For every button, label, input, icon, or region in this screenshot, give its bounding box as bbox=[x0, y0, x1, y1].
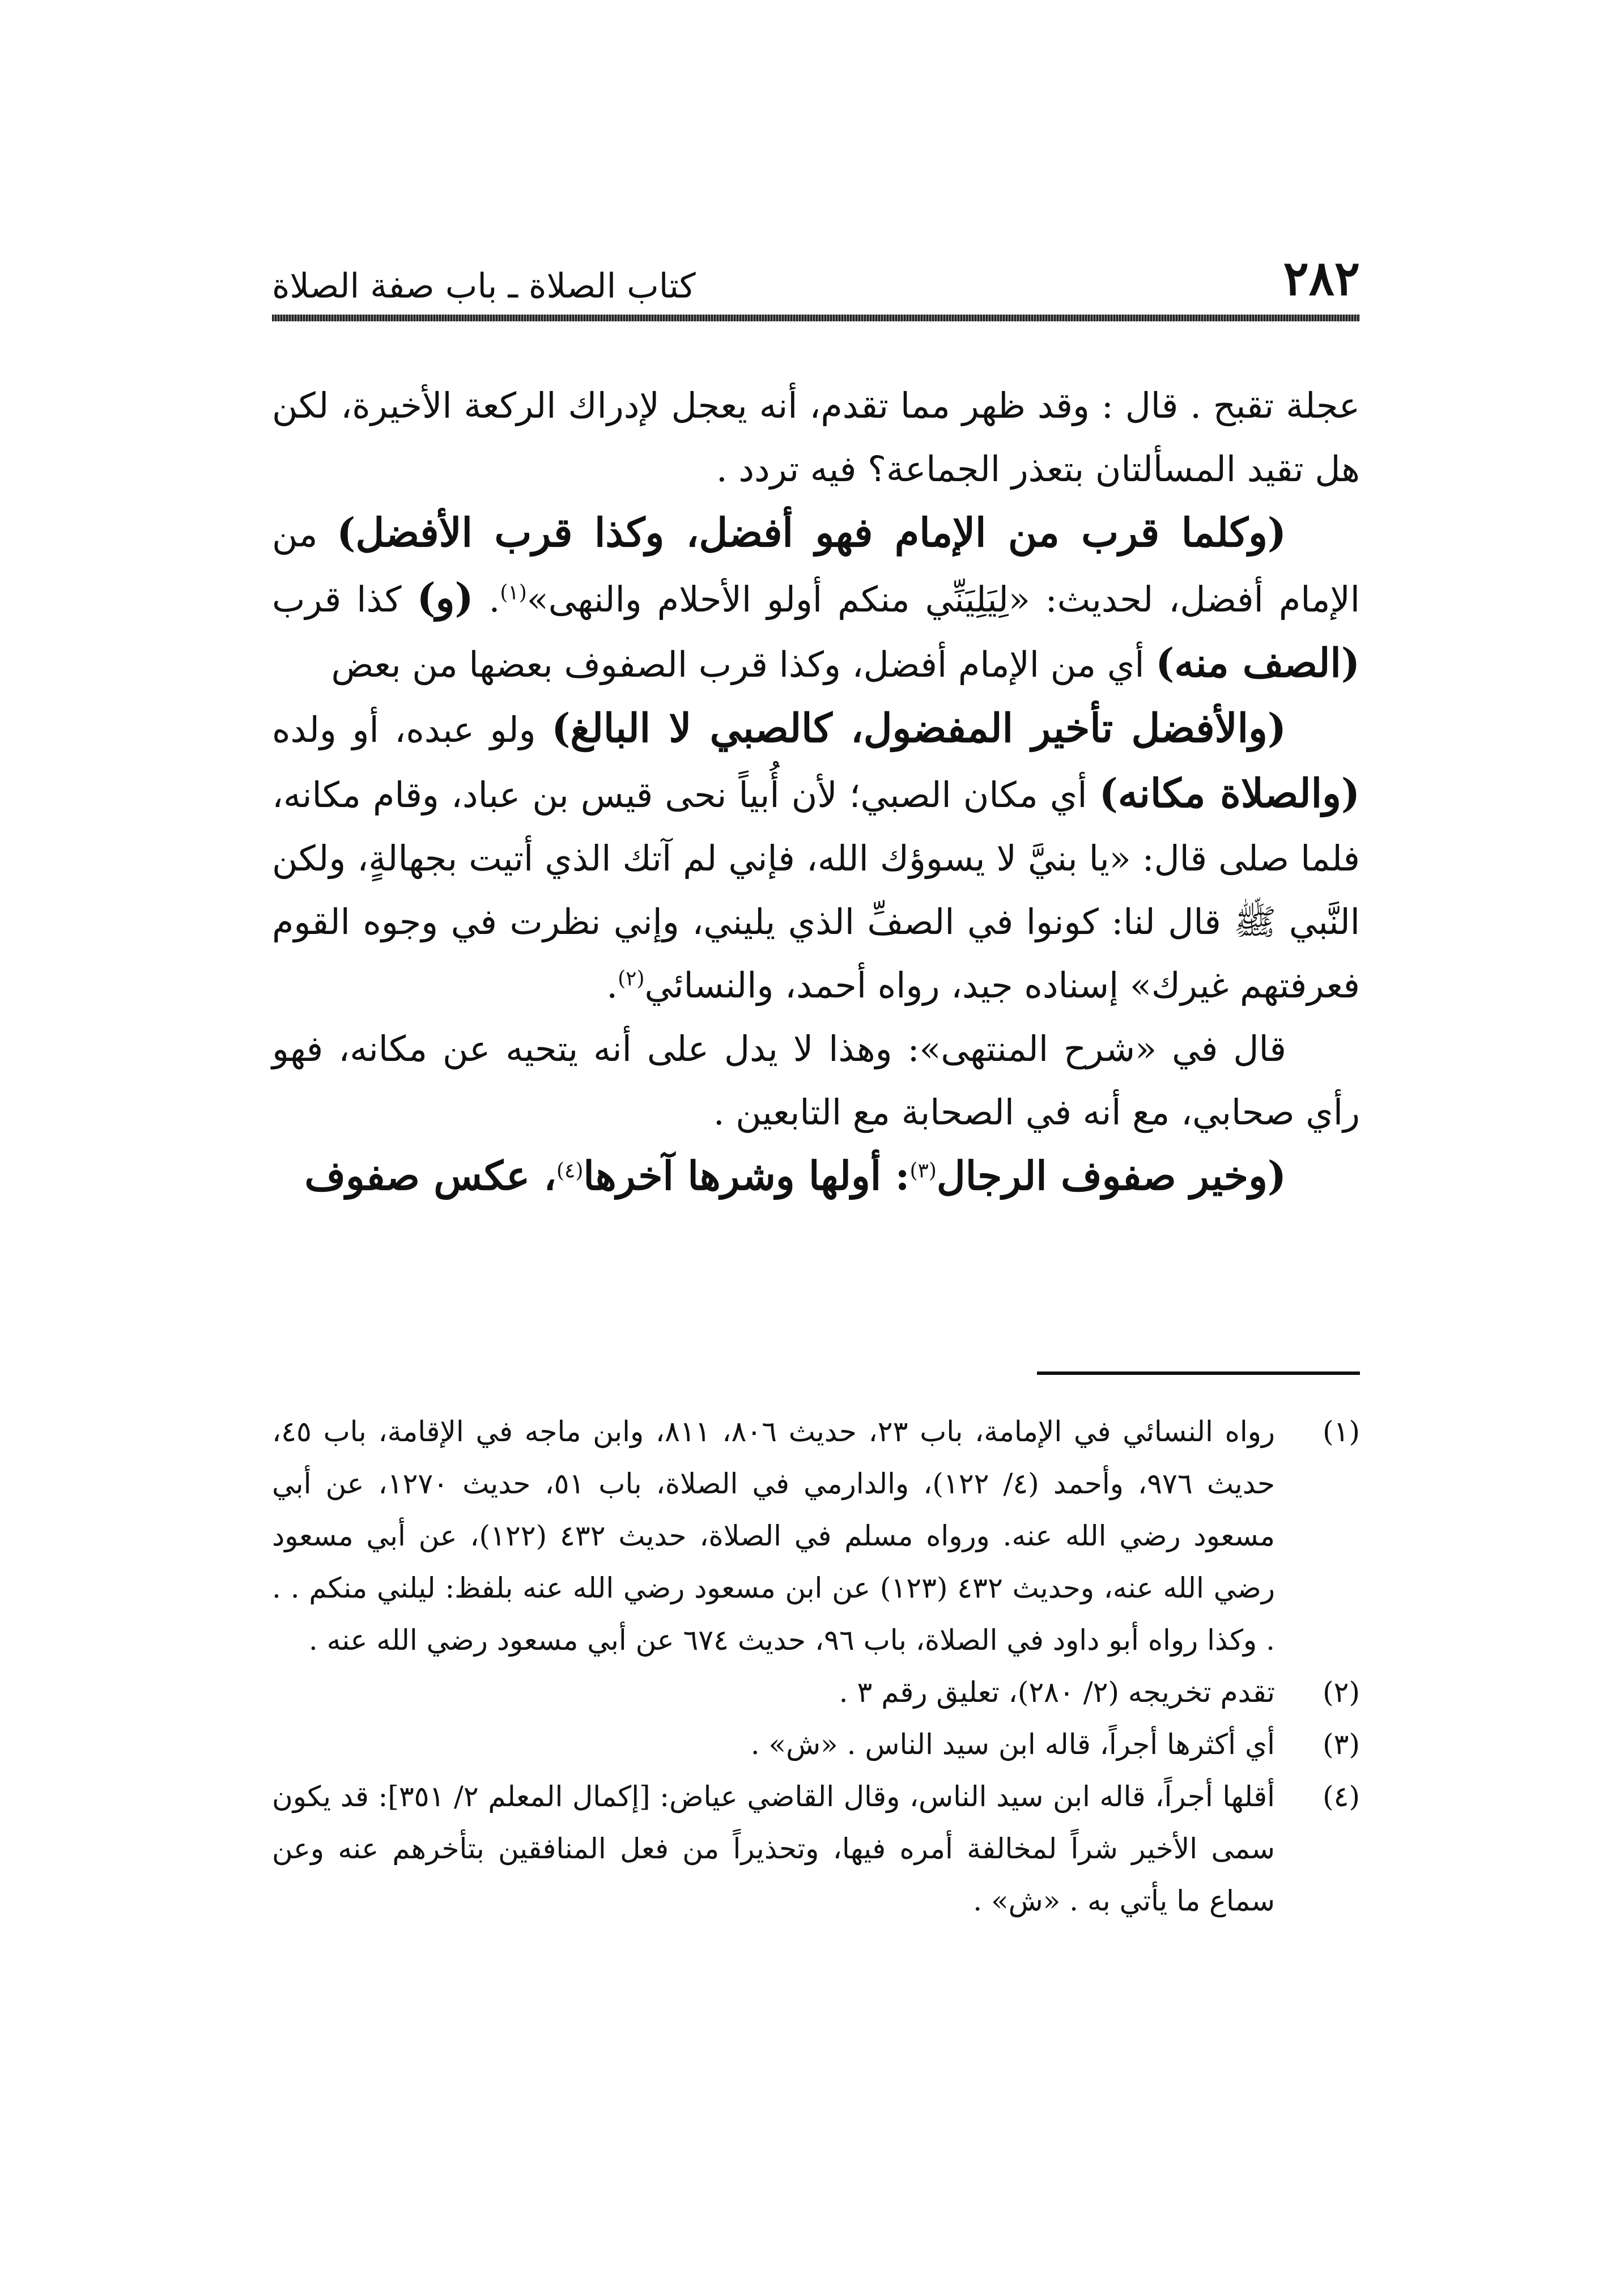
sharh-text: من الإمام أفضل، لحديث: «لِيَلِيَنِّي منكم أولو الأحلام والنهى» bbox=[272, 513, 1360, 620]
page-header bbox=[272, 238, 1360, 306]
paragraph-5 bbox=[272, 1144, 1360, 1209]
paragraph-1: عجلة تقبح . قال : وقد ظهر مما تقدم، أنه يعجل لإدراك الركعة الأخيرة، لكن هل تقيد المسألتان بتعذر الجماعة؟ فيه تردد . bbox=[272, 385, 1360, 490]
matn-text: (وخير صفوف الرجال bbox=[936, 1152, 1286, 1199]
footnote-text: أي أكثرها أجراً، قاله ابن سيد الناس . «ش» . bbox=[750, 1728, 1275, 1761]
header-divider bbox=[272, 315, 1360, 321]
paragraph-4: قال في «شرح المنتهى»: وهذا لا يدل على أنه يتحيه عن مكانه، فهو رأي صحابي، مع أنه في الصحابة مع التابعين . bbox=[272, 1028, 1360, 1133]
page-number: ٢٨٢ bbox=[1283, 250, 1360, 306]
footnote-text: أقلها أجراً، قاله ابن سيد الناس، وقال القاضي عياض: [إكمال المعلم ٢/ ٣٥١]: قد يكون سمى الأخير شراً لمخالفة أمره فيها، وتحذيراً من فعل المنافقين بتأخرهم عنه وعن سماع ما يأتي به . «ش» . bbox=[272, 1780, 1275, 1917]
sharh-text: ولو عبده، أو ولده bbox=[272, 709, 552, 750]
paragraph-2 bbox=[272, 501, 1360, 697]
matn-text: (و) bbox=[416, 574, 474, 621]
sharh-text: . bbox=[606, 965, 618, 1006]
matn-text: (وكلما قرب من الإمام فهو أفضل، وكذا قرب الأفضل) bbox=[337, 509, 1286, 556]
paragraph-3 bbox=[272, 697, 1360, 1017]
footnote-number: (١) bbox=[1323, 1415, 1360, 1448]
sharh-text: أي مكان الصبي؛ لأن أُبياً نحى قيس بن عباد، وقام مكانه، فلما صلى قال: «يا بنيَّ لا يسوؤك الله، فإني لم آتك الذي أتيت بجهالةٍ، ولكن النَّبي ﷺ قال لنا: كونوا في الصفِّ الذي يليني، وإني نظرت في وجوه القوم فعرفتهم غيرك» إسناده جيد، رواه أحمد، والنسائي bbox=[272, 774, 1360, 1006]
footnote-ref: (٤) bbox=[556, 1159, 584, 1183]
matn-text: (والصلاة مكانه) bbox=[1099, 770, 1361, 817]
footnote bbox=[272, 1405, 1360, 1666]
main-text bbox=[272, 374, 1360, 1209]
footnote-ref: (١) bbox=[500, 581, 527, 605]
matn-text: (والأفضل تأخير المفضول، كالصبي لا البالغ) bbox=[551, 704, 1286, 751]
footnote bbox=[272, 1770, 1360, 1927]
sharh-text: كذا قرب bbox=[272, 579, 417, 620]
matn-text: : أولها وشرها آخرها bbox=[583, 1152, 910, 1199]
running-title: كتاب الصلاة ـ باب صفة الصلاة bbox=[272, 266, 696, 306]
sharh-text: أي من الإمام أفضل، وكذا قرب الصفوف بعضها من بعض bbox=[331, 644, 1156, 685]
footnote-number: (٣) bbox=[1323, 1728, 1360, 1761]
footnote-text: رواه النسائي في الإمامة، باب ٢٣، حديث ٨٠٦، ٨١١، وابن ماجه في الإقامة، باب ٤٥، حديث ٩٧٦، وأحمد (٤/ ١٢٢)، والدارمي في الصلاة، باب ٥١، حديث ١٢٧٠، عن أبي مسعود رضي الله عنه. ورواه مسلم في الصلاة، حديث ٤٣٢ (١٢٢)، عن أبي مسعود رضي الله عنه، وحديث ٤٣٢ (١٢٣) عن ابن مسعود رضي الله عنه بلفظ: ليلني منكم . . . وكذا رواه أبو داود في الصلاة، باب ٩٦، حديث ٦٧٤ عن أبي مسعود رضي الله عنه . bbox=[272, 1415, 1276, 1657]
matn-text: ، عكس صفوف bbox=[304, 1152, 556, 1199]
sharh-text: . bbox=[473, 579, 500, 620]
footnote-text: تقدم تخريجه (٢/ ٢٨٠)، تعليق رقم ٣ . bbox=[839, 1676, 1275, 1709]
footnotes bbox=[272, 1405, 1360, 1927]
matn-text: (الصف منه) bbox=[1155, 639, 1360, 686]
footnote-divider bbox=[1037, 1371, 1360, 1375]
footnote-number: (٤) bbox=[1323, 1780, 1360, 1813]
footnote bbox=[272, 1666, 1360, 1718]
footnote-ref: (٣) bbox=[909, 1159, 937, 1183]
footnote bbox=[272, 1718, 1360, 1770]
footnote-ref: (٢) bbox=[618, 967, 645, 991]
footnote-number: (٢) bbox=[1323, 1676, 1360, 1709]
